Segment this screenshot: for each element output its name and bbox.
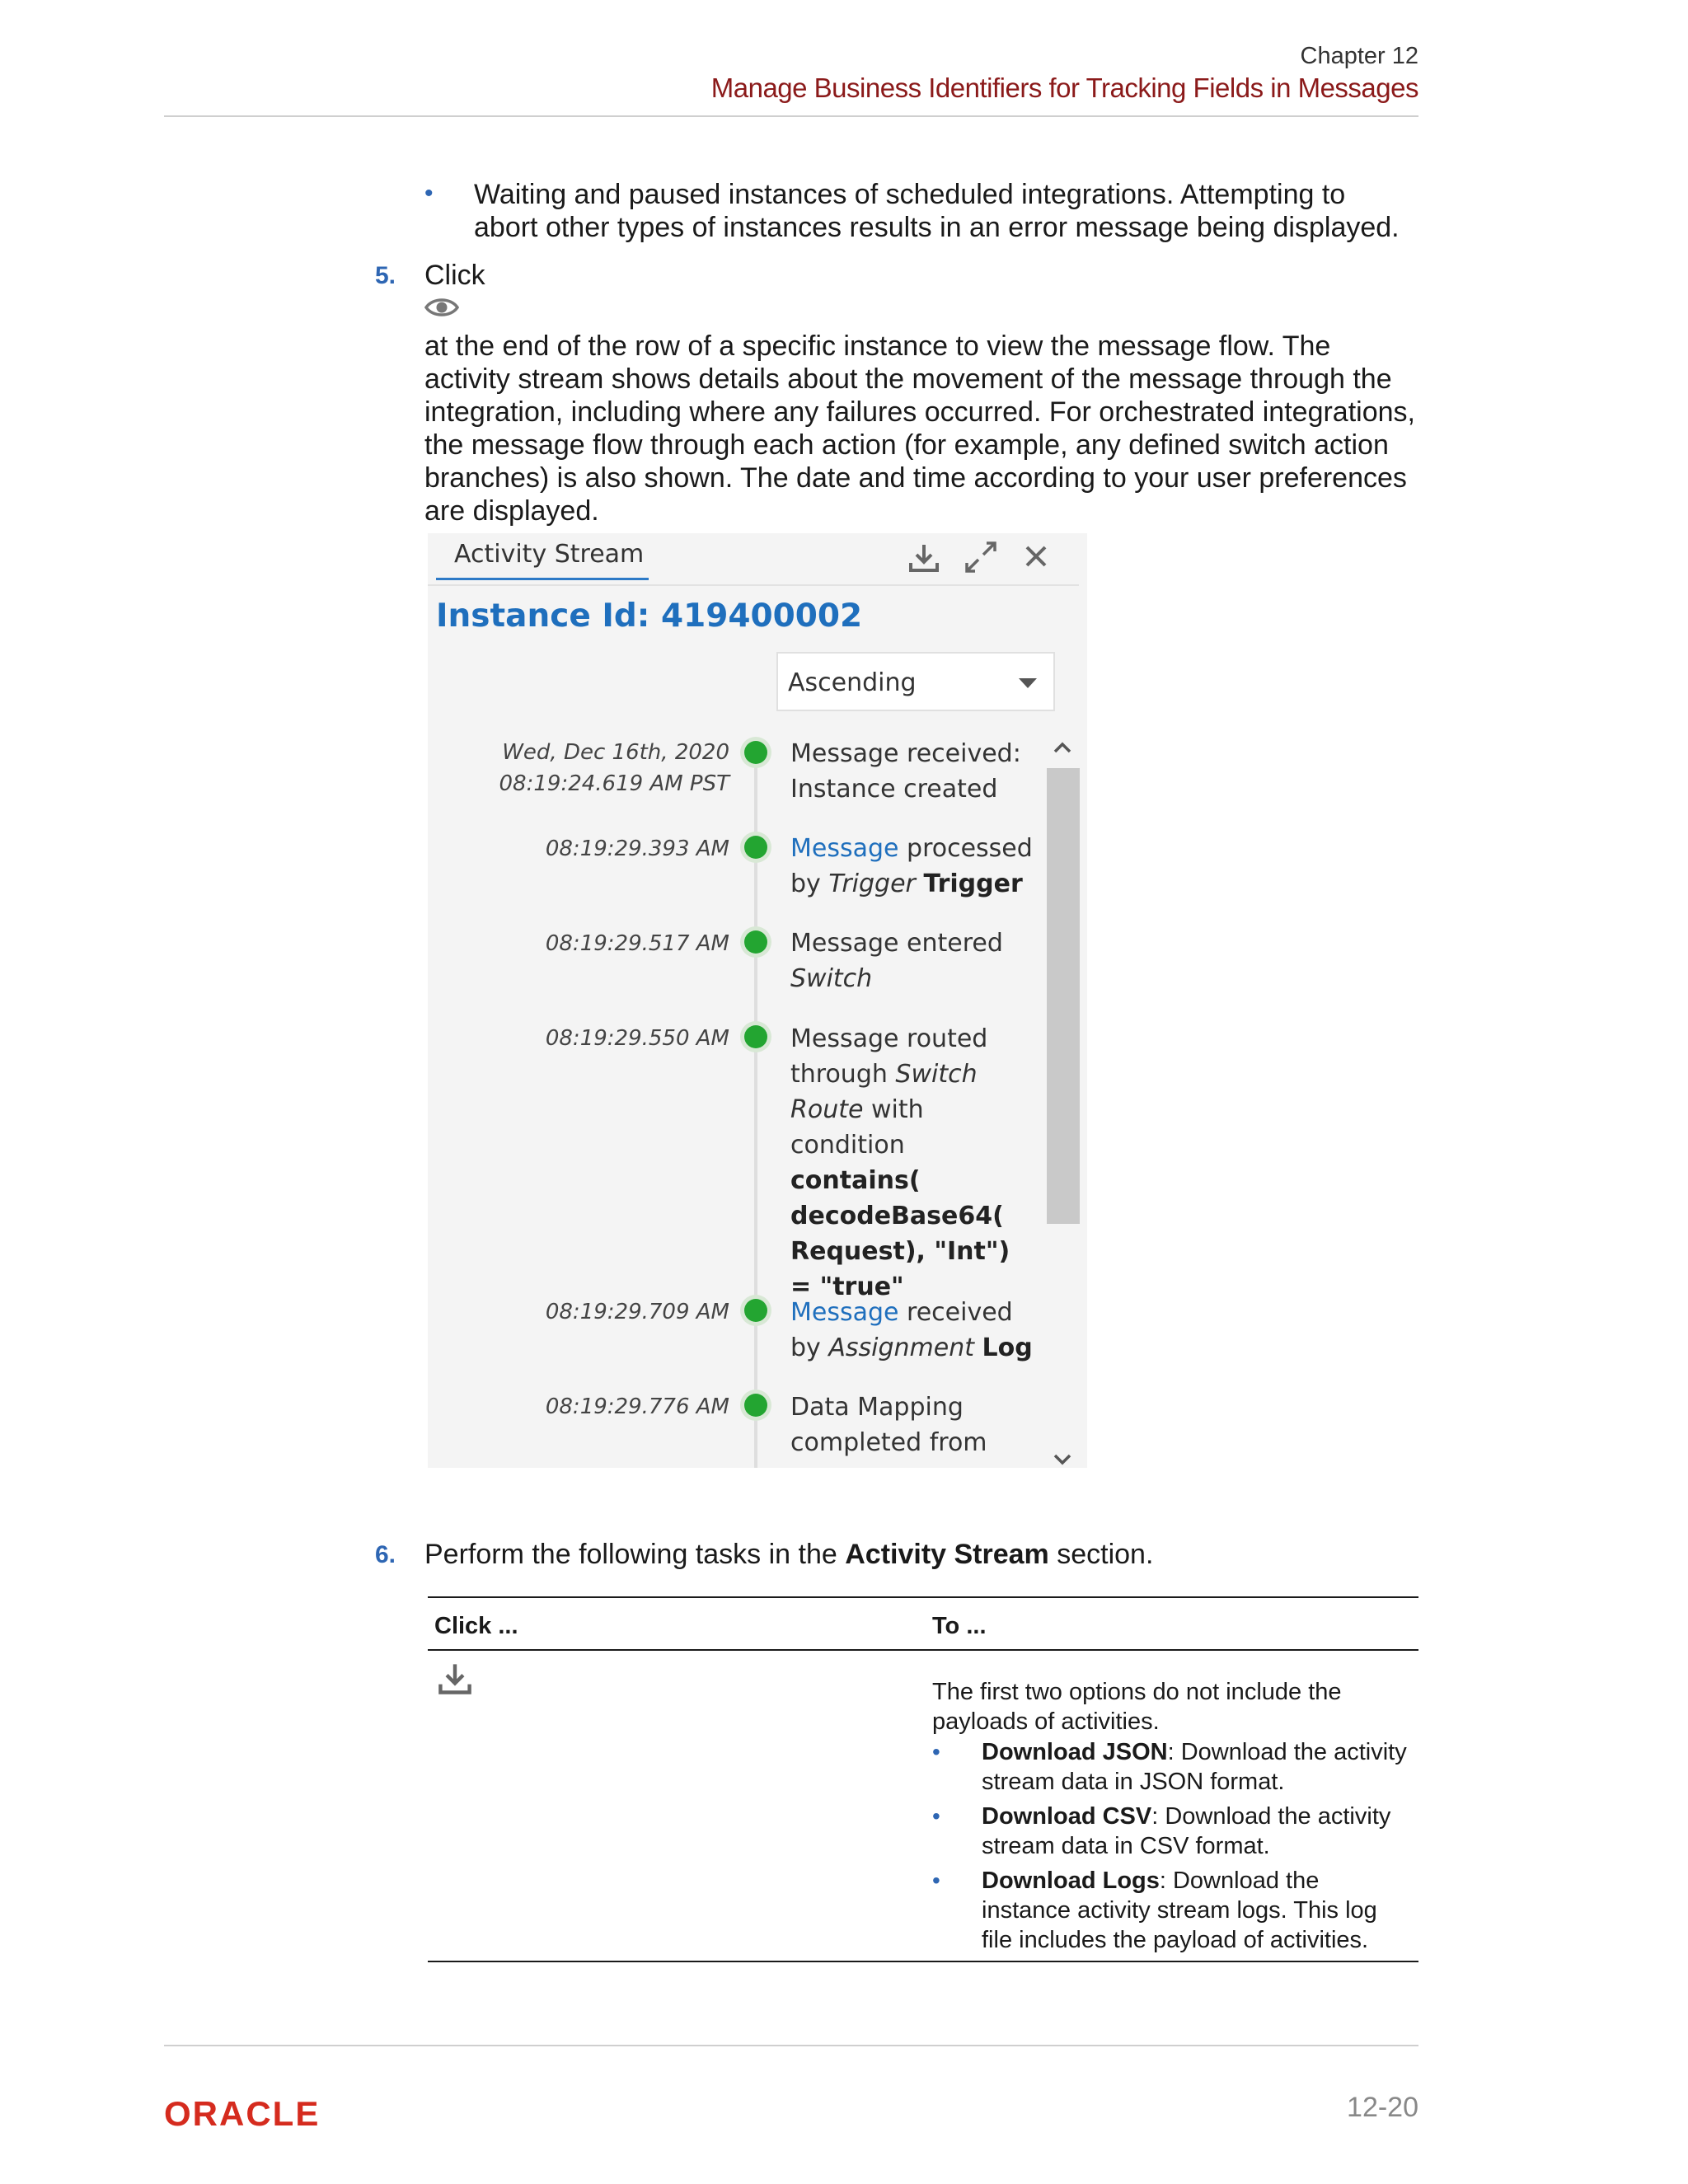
header-rule — [164, 115, 1418, 117]
status-success-icon — [740, 737, 771, 768]
bullet-text: Waiting and paused instances of scheduled integrations. Attempting to abort other types of instances results in an error message being displayed. — [474, 179, 1400, 243]
status-success-icon — [740, 832, 771, 863]
table-intro-text: The first two options do not include the payloads of activities. — [932, 1679, 1342, 1735]
table-header-to: To ... — [932, 1613, 987, 1639]
tab-activity-stream[interactable] — [436, 533, 649, 580]
bullet-marker: • — [424, 180, 434, 207]
chapter-label: Chapter 12 — [1300, 43, 1418, 69]
expand-icon[interactable] — [964, 540, 998, 578]
step-5-text: at the end of the row of a specific instance to view the message flow. The activity stream shows details about the movement of the message through the integration, including where any failures occurred. For orchestrated integrations, the message flow through each action (for example, any defined switch action branches) is also shown. The date and time according to your user preferences are displayed. — [424, 330, 1415, 527]
eye-icon — [424, 295, 459, 324]
step-5-number: 5. — [375, 262, 396, 289]
sort-order-value: Ascending — [788, 668, 917, 697]
status-success-icon — [740, 1021, 771, 1052]
event-6-message: Data Mapping completed from — [790, 1393, 987, 1457]
list-item: Download CSV: Download the activity stream data in CSV format. — [982, 1803, 1391, 1859]
oracle-logo: ORACLE — [164, 2094, 321, 2133]
close-icon[interactable] — [1023, 543, 1049, 573]
list-item: Download JSON: Download the activity stream data in JSON format. — [982, 1739, 1407, 1795]
section-title: Manage Business Identifiers for Tracking Fields in Messages — [710, 73, 1418, 103]
chevron-down-icon — [1019, 678, 1037, 688]
download-icon[interactable] — [907, 541, 940, 578]
event-4-message: Message routed through Switch Route with condition contains( decodeBase64( Request), "Int") = "true" — [790, 1024, 1010, 1301]
event-6-time: 08:19:29.776 AM — [545, 1394, 729, 1419]
bullet-marker: • — [932, 1868, 940, 1893]
table-top-rule — [428, 1596, 1418, 1598]
activity-stream-screenshot — [428, 533, 1087, 1468]
event-1-message: Message received: Instance created — [790, 739, 1021, 804]
footer-rule — [164, 2045, 1418, 2046]
page-number: 12-20 — [1347, 2092, 1418, 2123]
tab-activity-stream-label: Activity Stream — [454, 540, 645, 569]
step-6-number: 6. — [375, 1541, 396, 1568]
list-item: Download Logs: Download the instance activity stream logs. This log file includes the payload of activities. — [982, 1868, 1377, 1953]
table-header-click: Click ... — [434, 1613, 518, 1639]
scrollbar-thumb[interactable] — [1047, 768, 1080, 1224]
instance-id-heading: Instance Id: 419400002 — [436, 598, 863, 635]
chevron-down-icon[interactable] — [1053, 1453, 1072, 1468]
status-success-icon — [740, 1295, 771, 1326]
event-1-time: 08:19:24.619 AM PST — [499, 771, 729, 796]
step-5-click-word: Click — [424, 260, 485, 291]
table-header-rule — [428, 1649, 1418, 1651]
step-6-text: Perform the following tasks in the Activity Stream section. — [424, 1539, 1154, 1570]
event-5-time: 08:19:29.709 AM — [545, 1300, 729, 1324]
status-success-icon — [740, 926, 771, 958]
bullet-marker: • — [932, 1739, 940, 1765]
tab-divider — [428, 584, 1079, 586]
event-5-message: Message received by Assignment Log — [790, 1298, 1033, 1362]
event-2-time: 08:19:29.393 AM — [545, 837, 729, 861]
chevron-up-icon[interactable] — [1053, 741, 1072, 757]
sort-order-select[interactable] — [776, 652, 1055, 711]
message-link[interactable]: Message — [790, 834, 899, 863]
download-icon — [437, 1661, 473, 1701]
event-3-message: Message entered Switch — [790, 929, 1003, 993]
table-bottom-rule — [428, 1961, 1418, 1962]
event-1-date: Wed, Dec 16th, 2020 — [502, 740, 729, 765]
status-success-icon — [740, 1390, 771, 1421]
event-2-message: Message processed by Trigger Trigger — [790, 834, 1033, 898]
event-4-time: 08:19:29.550 AM — [545, 1026, 729, 1051]
event-3-time: 08:19:29.517 AM — [545, 931, 729, 956]
bullet-marker: • — [932, 1803, 940, 1829]
event-1-timestamp — [499, 737, 729, 799]
message-link[interactable]: Message — [790, 1298, 899, 1327]
